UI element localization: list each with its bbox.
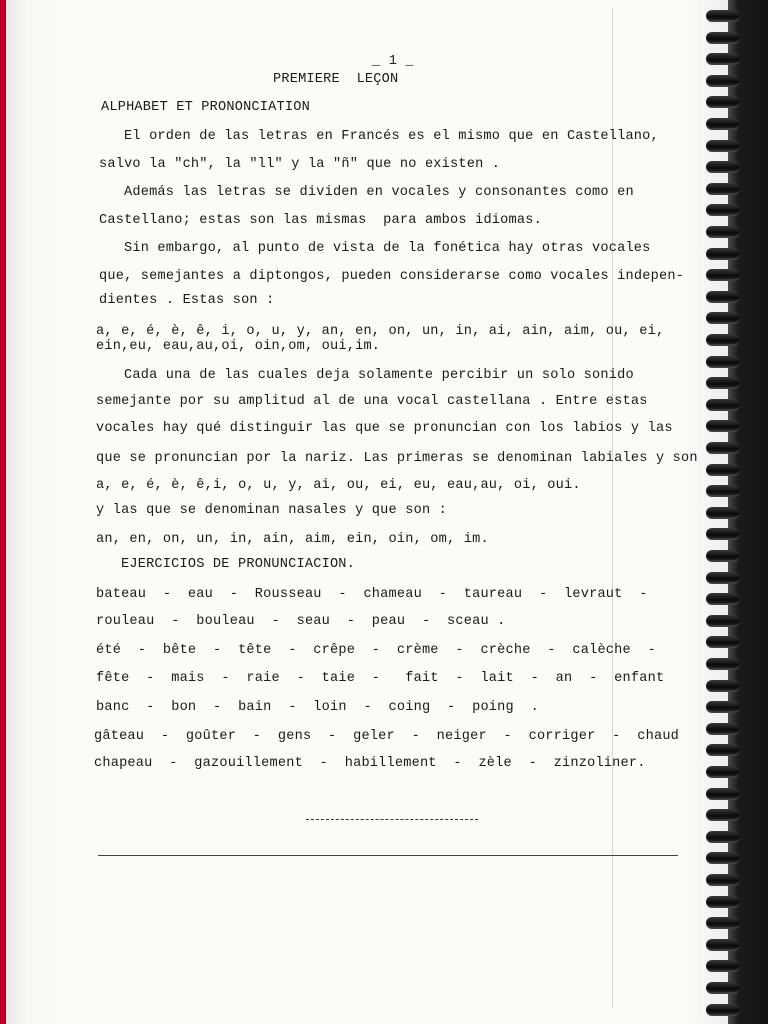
binding-ring [706,442,740,454]
lesson-title: PREMIERE LEÇON [273,72,399,87]
binding-ring [706,312,740,324]
text-line: salvo la "ch", la "ll" y la "ñ" que no existen . [99,157,501,172]
text-line: Cada una de las cuales deja solamente percibir un solo sonido [124,368,634,383]
text-line: que se pronuncian por la nariz. Las primeras se denominan labiales y son [96,451,698,466]
binding-ring [706,96,740,108]
binding-ring [706,118,740,130]
binding-ring [706,636,740,648]
binding-ring [706,809,740,821]
exercise-line: été - bête - tête - crêpe - crème - crèche - calèche - [96,643,656,658]
binding-ring [706,550,740,562]
binding-ring [706,334,740,346]
text-line: a, e, é, è, ê, i, o, u, y, an, en, on, un, in, ai, ain, aim, ou, ei, [96,324,665,339]
binding-ring [706,507,740,519]
text-line: a, e, é, è, ê,i, o, u, y, ai, ou, ei, eu, eau,au, oi, oui. [96,478,581,493]
exercise-line: rouleau - bouleau - seau - peau - sceau . [96,614,506,629]
exercise-line: banc - bon - bain - loin - coing - poing . [96,700,539,715]
page-number: _ 1 _ [372,54,414,69]
binding-ring [706,831,740,843]
binding-ring [706,204,740,216]
text-line: que, semejantes a diptongos, pueden considerarse como vocales indepen- [99,269,685,284]
binding-ring [706,10,740,22]
text-line: dientes . Estas son : [99,293,275,308]
binding-ring [706,572,740,584]
text-line: vocales hay qué distinguir las que se pronuncian con los labios y las [96,421,673,436]
text-line: y las que se denominan nasales y que son : [96,503,448,518]
section-heading: ALPHABET ET PRONONCIATION [101,100,310,115]
exercise-line: chapeau - gazouillement - habillement - zèle - zinzoliner. [94,756,646,771]
binding-ring [706,723,740,735]
binding-ring [706,896,740,908]
binding-ring [706,161,740,173]
binding-ring [706,960,740,972]
dashed-divider [306,819,478,820]
binding-ring [706,140,740,152]
binding-ring [706,528,740,540]
binding-ring [706,615,740,627]
binding-ring [706,593,740,605]
binding-ring [706,852,740,864]
binding-ring [706,874,740,886]
binding-ring [706,32,740,44]
binding-ring [706,226,740,238]
binding-ring [706,75,740,87]
binding-ring [706,917,740,929]
text-line: Además las letras se dividen en vocales y consonantes como en [124,185,634,200]
binding-ring [706,788,740,800]
binding-ring [706,53,740,65]
binding-ring [706,1004,740,1016]
binding-ring [706,464,740,476]
binding-ring [706,420,740,432]
binding-ring [706,183,740,195]
binding-ring [706,377,740,389]
binding-ring [706,939,740,951]
binding-ring [706,680,740,692]
exercise-line: fête - mais - raie - taie - fait - lait - an - enfant [96,671,665,686]
binding-ring [706,744,740,756]
exercise-heading: EJERCICIOS DE PRONUNCIACION. [121,557,356,572]
binding-ring [706,248,740,260]
text-line: Sin embargo, al punto de vista de la fonética hay otras vocales [124,241,651,256]
text-line: ein,eu, eau,au,oi, oin,om, oui,im. [96,339,381,354]
text-line: Castellano; estas son las mismas para ambos idiomas. [99,213,542,228]
bottom-rule [98,855,678,856]
exercise-line: gâteau - goûter - gens - geler - neiger - corriger - chaud [94,729,680,744]
binding-ring [706,399,740,411]
binding-ring [706,658,740,670]
text-line: semejante por su amplitud al de una vocal castellana . Entre estas [96,394,648,409]
binding-ring [706,701,740,713]
text-line: an, en, on, un, in, ain, aim, ein, oin, om, im. [96,532,489,547]
binding-ring [706,291,740,303]
notebook-page [6,0,734,1024]
text-line: El orden de las letras en Francés es el mismo que en Castellano, [124,129,659,144]
exercise-line: bateau - eau - Rousseau - chameau - taureau - levraut - [96,587,648,602]
binding-ring [706,356,740,368]
binding-ring [706,982,740,994]
binding-ring [706,485,740,497]
binding-ring [706,766,740,778]
page-fold-line [612,8,613,1008]
binding-ring [706,269,740,281]
